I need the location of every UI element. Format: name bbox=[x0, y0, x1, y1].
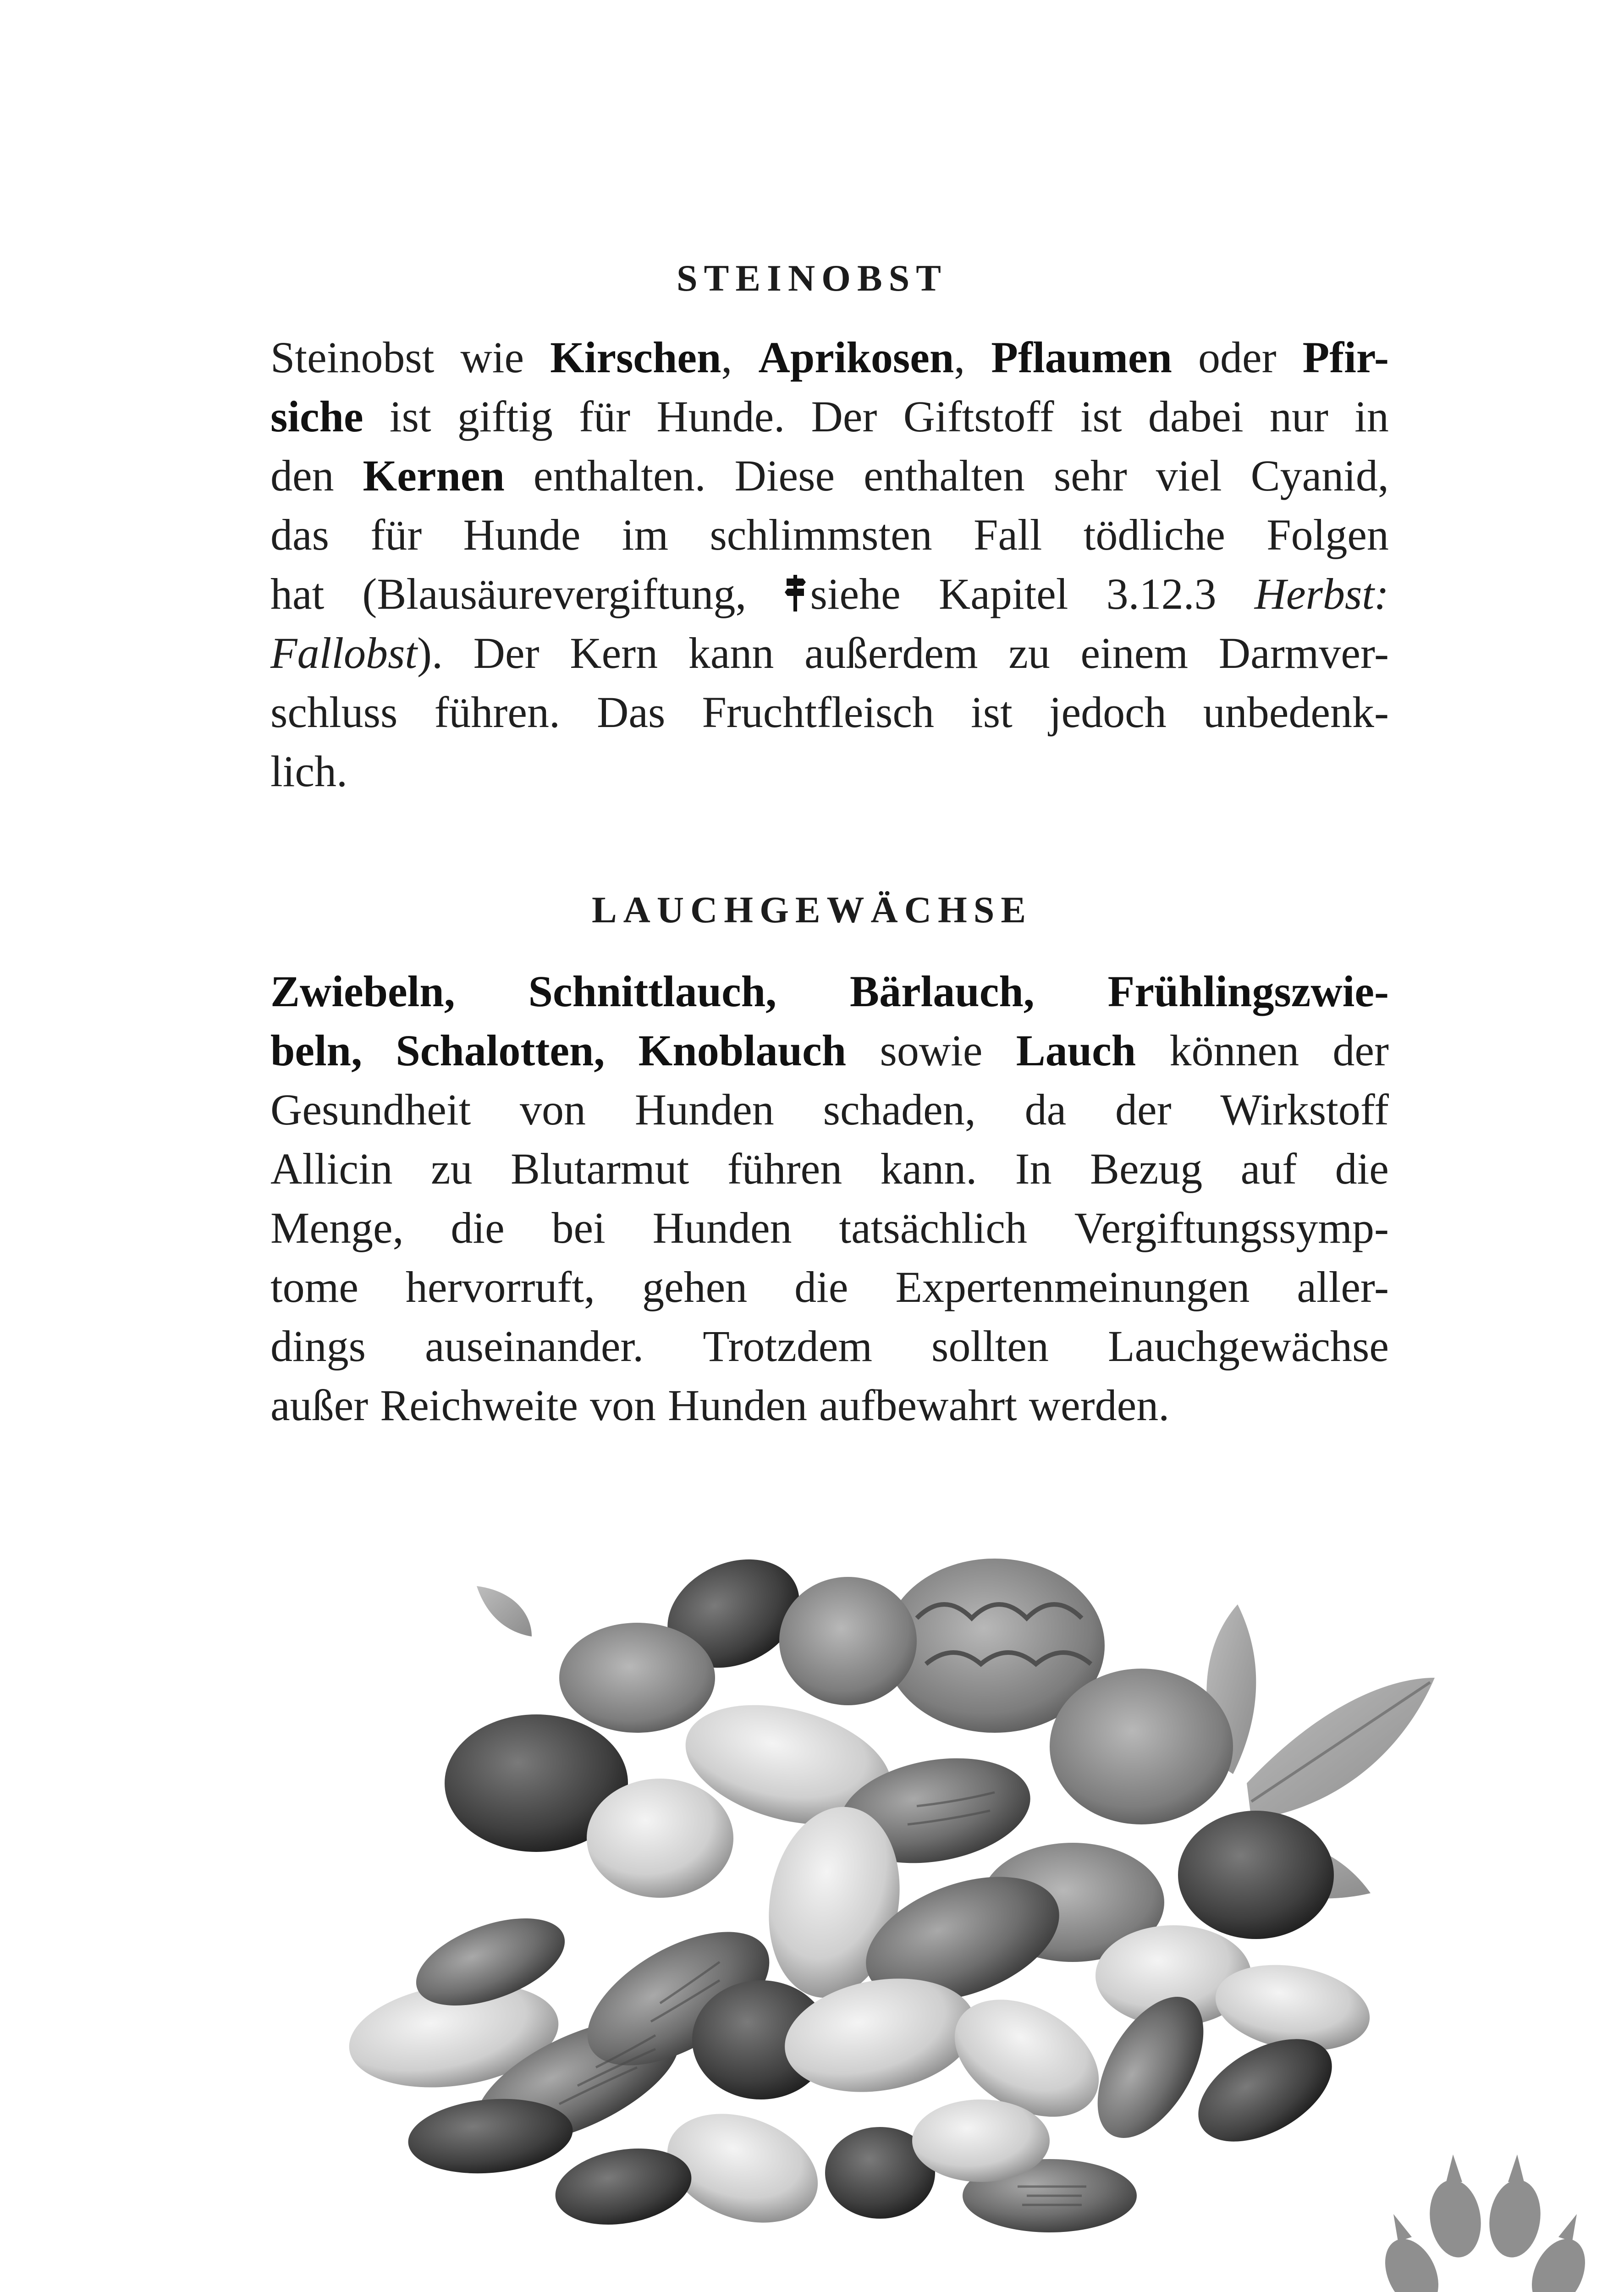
text-line: Menge, die bei Hunden tatsächlich Vergiftungssymp- bbox=[270, 1203, 1389, 1252]
paw-print-icon bbox=[1375, 2154, 1595, 2292]
paragraph-steinobst bbox=[270, 328, 1389, 801]
text-line: das für Hunde im schlimmsten Fall tödliche Folgen bbox=[270, 510, 1389, 559]
text-line: Fallobst). Der Kern kann außerdem zu einem Darmver- bbox=[270, 628, 1389, 678]
text-line: schluss führen. Das Fruchtfleisch ist jedoch unbedenk- bbox=[270, 688, 1389, 737]
text-line: den Kernen enthalten. Diese enthalten sehr viel Cyanid, bbox=[270, 451, 1389, 500]
text-line: hat (Blausäurevergiftung, siehe Kapitel 3.12.3 Herbst: bbox=[270, 569, 1389, 618]
text-line: Zwiebeln, Schnittlauch, Bärlauch, Frühlingszwie- bbox=[270, 967, 1389, 1016]
text-line: außer Reichweite von Hunden aufbewahrt werden. bbox=[270, 1381, 1170, 1430]
nuts-pile-image bbox=[339, 1526, 1458, 2242]
heading-lauchgewaechse: LAUCHGEWÄCHSE bbox=[591, 889, 1033, 931]
text-line: Allicin zu Blutarmut führen kann. In Bezug auf die bbox=[270, 1144, 1389, 1193]
heading-steinobst: STEINOBST bbox=[677, 257, 947, 299]
text-line: dings auseinander. Trotzdem sollten Lauchgewächse bbox=[270, 1322, 1389, 1371]
text-line: lich. bbox=[270, 747, 347, 796]
text-line: Gesundheit von Hunden schaden, da der Wirkstoff bbox=[270, 1085, 1389, 1134]
signpost-icon bbox=[785, 575, 806, 612]
text-line: beln, Schalotten, Knoblauch sowie Lauch können der bbox=[270, 1026, 1389, 1075]
text-line: tome hervorruft, gehen die Expertenmeinungen aller- bbox=[270, 1262, 1389, 1311]
paragraph-lauchgewaechse bbox=[270, 962, 1389, 1435]
text-line: Steinobst wie Kirschen, Aprikosen, Pflaumen oder Pfir- bbox=[270, 333, 1389, 382]
text-line: siche ist giftig für Hunde. Der Giftstoff ist dabei nur in bbox=[270, 392, 1389, 441]
